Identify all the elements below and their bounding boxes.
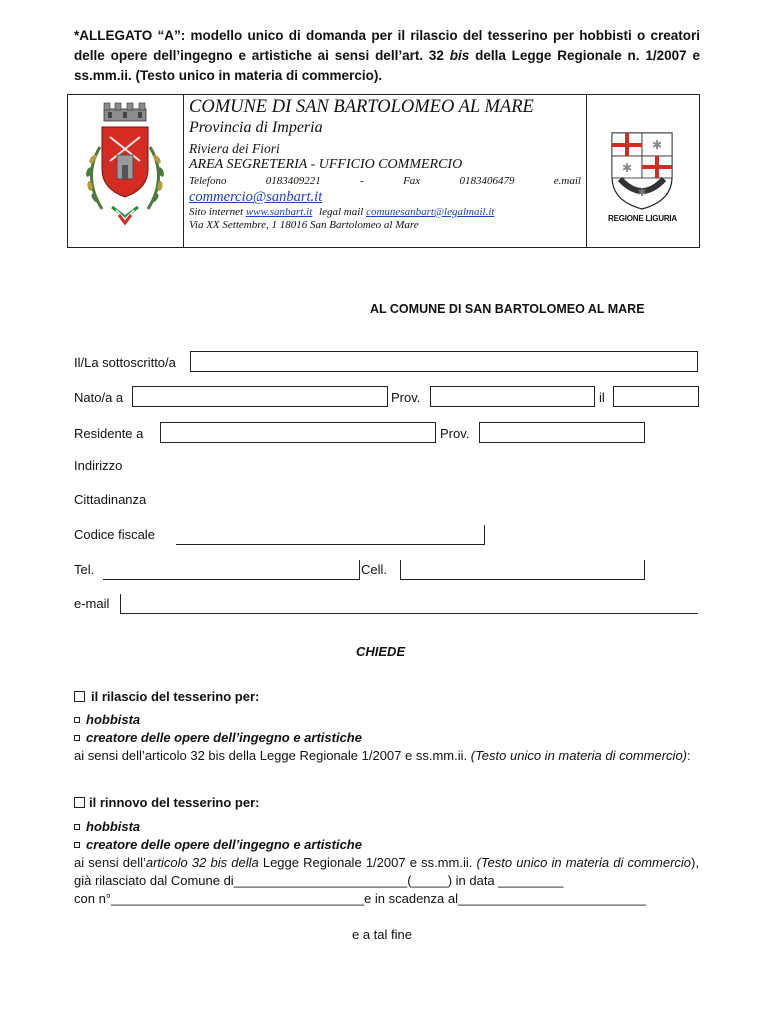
provincia: Provincia di Imperia xyxy=(189,119,323,136)
rinnovo-hobbista-option xyxy=(74,818,140,836)
rilascio-hobbista-checkbox[interactable] xyxy=(74,717,80,723)
prov-residenza-field[interactable] xyxy=(479,422,645,443)
letterhead xyxy=(67,94,700,248)
data-nascita-field[interactable] xyxy=(613,386,699,407)
cittadinanza-label: Cittadinanza xyxy=(74,492,147,507)
rinnovo-hobbista-checkbox[interactable] xyxy=(74,824,80,830)
regione-liguria-logo-icon xyxy=(608,131,676,211)
destinatario: AL COMUNE DI SAN BARTOLOMEO AL MARE xyxy=(370,302,645,316)
rinnovo-creatore-checkbox[interactable] xyxy=(74,842,80,848)
rilascio-creatore-label: creatore delle opere dell’ingegno e artistiche xyxy=(86,730,362,745)
codice-fiscale-label: Codice fiscale xyxy=(74,527,155,542)
rinnovo-title: il rinnovo del tesserino per: xyxy=(89,795,260,810)
area-ufficio: AREA SEGRETERIA - UFFICIO COMMERCIO xyxy=(189,157,463,172)
fax-label: Fax xyxy=(403,175,421,187)
email-field[interactable] xyxy=(120,593,698,614)
rinnovo-numero-line: con n°___________________________________e in scadenza al__________________________ xyxy=(74,891,646,906)
fax-value: 0183406479 xyxy=(459,175,515,187)
legal-mail-label: legal mail xyxy=(319,206,364,218)
sottoscritto-label: Il/La sottoscritto/a xyxy=(74,355,176,370)
sito-link[interactable]: www.sanbart.it xyxy=(245,206,313,218)
legal-mail-link[interactable]: comunesanbart@legalmail.it xyxy=(366,206,495,218)
prov-residenza-label: Prov. xyxy=(440,426,470,441)
coat-of-arms-icon xyxy=(72,97,180,227)
nato-label: Nato/a a xyxy=(74,390,124,405)
rilascio-creatore-option xyxy=(74,729,362,747)
rilascio-hobbista-option xyxy=(74,711,140,729)
indirizzo-comune: Via XX Settembre, 1 18016 San Bartolomeo al Mare xyxy=(189,219,419,231)
cell-label: Cell. xyxy=(361,562,388,577)
rilascio-title: il rilascio del tesserino per: xyxy=(91,689,260,704)
rinnovo-option xyxy=(74,794,259,812)
email-field-label: e-mail xyxy=(74,596,110,611)
sito-row xyxy=(189,206,494,218)
rinnovo-creatore-option xyxy=(74,836,362,854)
svg-text:✱: ✱ xyxy=(621,161,633,175)
e-a-tal-fine: e a tal fine xyxy=(352,927,412,942)
residente-label: Residente a xyxy=(74,426,144,441)
document-heading: *ALLEGATO “A”: modello unico di domanda per il rilascio del tesserino per hobbisti o creatori delle opere dell’ingegno e artistiche ai sensi dell’art. 32 bis della Legge Regionale n. 1/2007 e ss.mm.ii. (Testo unico in materia di commercio). xyxy=(74,28,700,83)
rilascio-text: ai sensi dell’articolo 32 bis della Legge Regionale 1/2007 e ss.mm.ii. (Testo unico in materia di commercio): xyxy=(74,748,691,763)
prov-nascita-label: Prov. xyxy=(391,390,421,405)
cell-field[interactable] xyxy=(400,559,644,580)
luogo-nascita-field[interactable] xyxy=(132,386,388,407)
tel-field[interactable] xyxy=(103,559,359,580)
residenza-field[interactable] xyxy=(160,422,436,443)
regione-label: REGIONE LIGURIA xyxy=(608,214,678,223)
telefono-label: Telefono xyxy=(189,175,227,187)
riviera: Riviera dei Fiori xyxy=(189,141,280,156)
svg-text:✱: ✱ xyxy=(651,138,663,152)
rinnovo-text: ai sensi dell’articolo 32 bis della Legge Regionale 1/2007 e ss.mm.ii. (Testo unico in materia di commercio), già rilasciato dal Comune di________________________(_____) in data _________ xyxy=(74,855,699,888)
email-link[interactable]: commercio@sanbart.it xyxy=(189,189,323,205)
contact-dash: - xyxy=(360,175,364,187)
telefono-value: 0183409221 xyxy=(265,175,321,187)
codice-fiscale-field[interactable] xyxy=(176,524,484,545)
email-label: e.mail xyxy=(553,175,581,187)
rinnovo-checkbox[interactable] xyxy=(74,797,85,808)
rinnovo-creatore-label: creatore delle opere dell’ingegno e artistiche xyxy=(86,837,362,852)
rilascio-creatore-checkbox[interactable] xyxy=(74,735,80,741)
rinnovo-hobbista-label: hobbista xyxy=(86,819,141,834)
indirizzo-label: Indirizzo xyxy=(74,458,123,473)
data-nascita-label: il xyxy=(599,390,605,405)
tel-label: Tel. xyxy=(74,562,95,577)
rilascio-option xyxy=(74,688,259,706)
rilascio-hobbista-label: hobbista xyxy=(86,712,141,727)
sottoscritto-field[interactable] xyxy=(190,351,698,372)
rilascio-checkbox[interactable] xyxy=(74,691,85,702)
chiede-heading: CHIEDE xyxy=(356,644,406,659)
sito-label: Sito internet xyxy=(189,206,244,218)
contact-row xyxy=(189,175,581,187)
comune-name: COMUNE DI SAN BARTOLOMEO AL MARE xyxy=(189,97,534,117)
prov-nascita-field[interactable] xyxy=(430,386,595,407)
svg-text:✱: ✱ xyxy=(637,186,647,199)
